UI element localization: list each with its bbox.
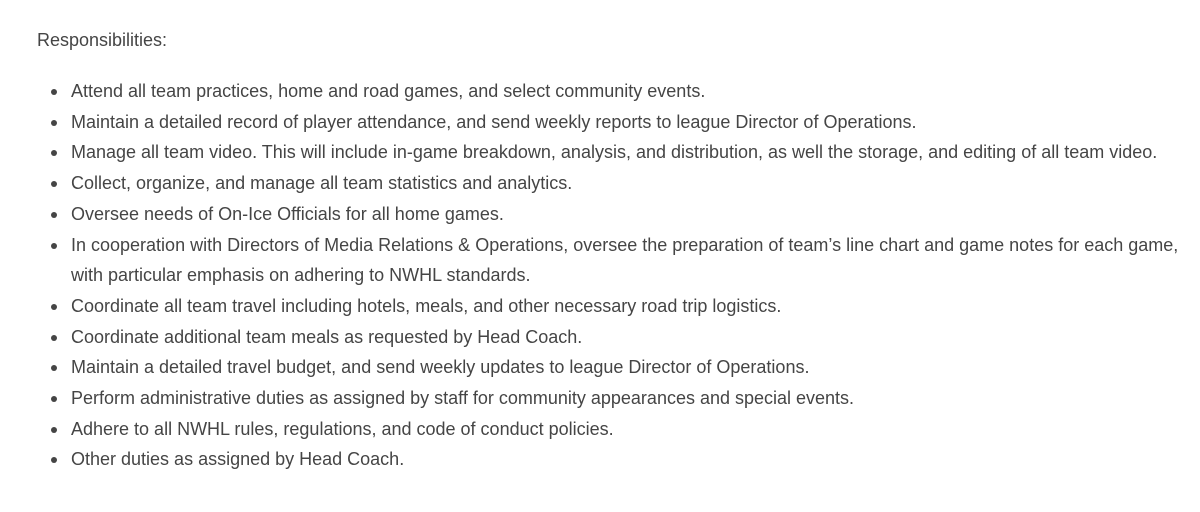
list-item (0, 414, 1200, 445)
bullet-icon (51, 243, 57, 249)
responsibilities-heading: Responsibilities: (37, 30, 168, 50)
list-item-text: Collect, organize, and manage all team statistics and analytics. (71, 173, 573, 194)
list-item (0, 444, 1200, 475)
list-item-text: Coordinate all team travel including hotels, meals, and other necessary road trip logistics. (71, 295, 782, 316)
list-item (0, 383, 1200, 414)
list-item-text: Coordinate additional team meals as requested by Head Coach. (71, 326, 583, 347)
bullet-icon (51, 365, 57, 371)
bullet-icon (51, 396, 57, 402)
bullet-icon (51, 89, 57, 95)
bullet-icon (51, 181, 57, 187)
bullet-icon (51, 212, 57, 218)
list-item-text: Other duties as assigned by Head Coach. (71, 449, 405, 470)
list-item-text: Perform administrative duties as assigned by staff for community appearances and special events. (71, 388, 855, 409)
list-item (0, 168, 1200, 199)
bullet-icon (51, 150, 57, 156)
bullet-icon (51, 335, 57, 341)
list-item (0, 76, 1200, 107)
list-item-text: Maintain a detailed travel budget, and send weekly updates to league Director of Operations. (71, 357, 810, 378)
list-item (0, 230, 1200, 291)
list-item-text: Maintain a detailed record of player attendance, and send weekly reports to league Director of Operations. (71, 111, 917, 132)
list-item-text: Attend all team practices, home and road games, and select community events. (71, 81, 706, 101)
bullet-icon (51, 304, 57, 310)
list-item (0, 107, 1200, 138)
list-item (0, 322, 1200, 353)
bullet-icon (51, 427, 57, 433)
list-item-text: In cooperation with Directors of Media Relations & Operations, oversee the preparation of team’s line chart and game notes for each game, with particular emphasis on adhering to NWHL standards. (71, 234, 1179, 286)
list-item (0, 352, 1200, 383)
list-item-text: Manage all team video. This will include in-game breakdown, analysis, and distribution, as well the storage, and editing of all team video. (71, 142, 1158, 163)
responsibilities-list (0, 76, 1200, 475)
list-item (0, 199, 1200, 230)
bullet-icon (51, 457, 57, 463)
list-item-text: Oversee needs of On-Ice Officials for all home games. (71, 203, 504, 224)
list-item-text: Adhere to all NWHL rules, regulations, and code of conduct policies. (71, 418, 614, 439)
list-item (0, 291, 1200, 322)
bullet-icon (51, 120, 57, 126)
list-item (0, 137, 1200, 168)
